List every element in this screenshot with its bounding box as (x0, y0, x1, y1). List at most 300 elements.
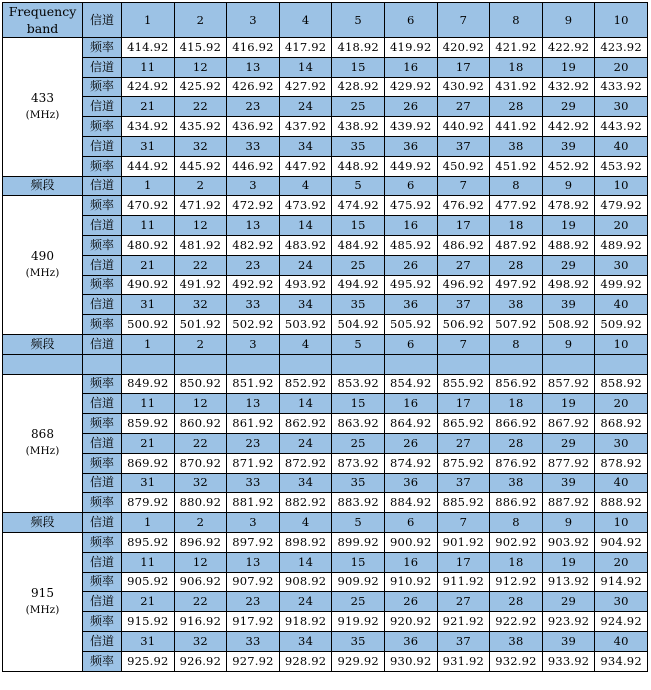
channel-number: 15 (332, 552, 385, 572)
frequency-value: 872.92 (279, 453, 332, 473)
channel-number: 13 (227, 216, 280, 236)
table-row (3, 255, 648, 275)
row-label-channel: 信道 (83, 57, 122, 77)
channel-number: 11 (122, 57, 175, 77)
frequency-value: 887.92 (542, 493, 595, 513)
channel-number: 11 (122, 216, 175, 236)
channel-number: 34 (279, 136, 332, 156)
frequency-value: 856.92 (490, 374, 543, 394)
frequency-value: 911.92 (437, 572, 490, 592)
channel-number: 33 (227, 631, 280, 651)
frequency-value: 901.92 (437, 532, 490, 552)
channel-number: 39 (542, 473, 595, 493)
frequency-value: 865.92 (437, 414, 490, 434)
frequency-value: 440.92 (437, 117, 490, 137)
frequency-value: 446.92 (227, 156, 280, 176)
column-header: 7 (437, 3, 490, 38)
channel-number: 20 (595, 394, 648, 414)
spacer-cell (227, 354, 280, 374)
spacer-cell (595, 354, 648, 374)
channel-number: 18 (490, 552, 543, 572)
channel-number: 27 (437, 592, 490, 612)
frequency-value: 441.92 (490, 117, 543, 137)
spacer-cell (542, 354, 595, 374)
row-label-frequency: 频率 (83, 77, 122, 97)
channel-number: 15 (332, 57, 385, 77)
spacer-cell (3, 354, 83, 374)
frequency-value: 431.92 (490, 77, 543, 97)
frequency-value: 913.92 (542, 572, 595, 592)
table-row (3, 612, 648, 632)
channel-number: 1 (122, 513, 175, 533)
channel-number: 7 (437, 334, 490, 354)
frequency-value: 436.92 (227, 117, 280, 137)
spacer-row (3, 354, 648, 374)
frequency-value: 435.92 (174, 117, 227, 137)
band-915-cell (3, 532, 83, 671)
frequency-value: 419.92 (384, 38, 437, 58)
channel-number: 24 (279, 433, 332, 453)
frequency-value: 854.92 (384, 374, 437, 394)
band-header-label: 频段 (3, 513, 83, 533)
channel-number: 19 (542, 552, 595, 572)
frequency-value: 501.92 (174, 315, 227, 335)
frequency-value: 482.92 (227, 235, 280, 255)
frequency-value: 489.92 (595, 235, 648, 255)
band-frequency: 868 (31, 427, 54, 442)
band-unit: (MHz) (25, 445, 60, 458)
frequency-value: 876.92 (490, 453, 543, 473)
channel-number: 24 (279, 97, 332, 117)
frequency-value: 866.92 (490, 414, 543, 434)
frequency-value: 861.92 (227, 414, 280, 434)
channel-number: 38 (490, 473, 543, 493)
frequency-value: 857.92 (542, 374, 595, 394)
frequency-value: 853.92 (332, 374, 385, 394)
row-label-frequency: 频率 (83, 156, 122, 176)
frequency-value: 487.92 (490, 235, 543, 255)
table-row (3, 156, 648, 176)
band-frequency: 433 (31, 90, 54, 105)
row-label-channel: 信道 (83, 552, 122, 572)
channel-number: 36 (384, 295, 437, 315)
table-row (3, 414, 648, 434)
frequency-value: 417.92 (279, 38, 332, 58)
frequency-value: 934.92 (595, 651, 648, 671)
frequency-value: 444.92 (122, 156, 175, 176)
frequency-value: 898.92 (279, 532, 332, 552)
frequency-value: 483.92 (279, 235, 332, 255)
column-header: 3 (227, 3, 280, 38)
channel-number: 21 (122, 592, 175, 612)
frequency-value: 875.92 (437, 453, 490, 473)
table-row (3, 394, 648, 414)
frequency-value: 453.92 (595, 156, 648, 176)
channel-number: 26 (384, 255, 437, 275)
frequency-value: 432.92 (542, 77, 595, 97)
row-label-channel: 信道 (83, 433, 122, 453)
frequency-value: 871.92 (227, 453, 280, 473)
channel-number: 32 (174, 473, 227, 493)
frequency-value: 918.92 (279, 612, 332, 632)
row-label-channel: 信道 (83, 97, 122, 117)
channel-number: 22 (174, 433, 227, 453)
frequency-value: 896.92 (174, 532, 227, 552)
column-header: 5 (332, 3, 385, 38)
frequency-value: 858.92 (595, 374, 648, 394)
channel-number: 6 (384, 513, 437, 533)
channel-number: 33 (227, 473, 280, 493)
frequency-value: 923.92 (542, 612, 595, 632)
column-header: 2 (174, 3, 227, 38)
frequency-value: 476.92 (437, 196, 490, 216)
table-row (3, 473, 648, 493)
channel-number: 31 (122, 295, 175, 315)
frequency-value: 500.92 (122, 315, 175, 335)
row-label-channel: 信道 (83, 631, 122, 651)
frequency-value: 852.92 (279, 374, 332, 394)
row-label-channel: 信道 (83, 176, 122, 196)
channel-number: 31 (122, 136, 175, 156)
channel-number: 26 (384, 433, 437, 453)
frequency-value: 442.92 (542, 117, 595, 137)
band-frequency: 490 (31, 249, 54, 264)
frequency-value: 478.92 (542, 196, 595, 216)
channel-number: 31 (122, 631, 175, 651)
frequency-value: 899.92 (332, 532, 385, 552)
channel-number: 30 (595, 433, 648, 453)
frequency-value: 930.92 (384, 651, 437, 671)
table-row (3, 572, 648, 592)
channel-number: 36 (384, 473, 437, 493)
table-row (3, 77, 648, 97)
table-row (3, 493, 648, 513)
channel-number: 39 (542, 631, 595, 651)
frequency-value: 855.92 (437, 374, 490, 394)
channel-number: 5 (332, 334, 385, 354)
channel-number: 25 (332, 592, 385, 612)
frequency-value: 504.92 (332, 315, 385, 335)
channel-number: 29 (542, 97, 595, 117)
channel-number: 4 (279, 334, 332, 354)
frequency-value: 473.92 (279, 196, 332, 216)
band-frequency: 915 (31, 585, 54, 600)
frequency-value: 439.92 (384, 117, 437, 137)
channel-number: 18 (490, 216, 543, 236)
channel-number: 16 (384, 57, 437, 77)
channel-number: 34 (279, 295, 332, 315)
column-header: 9 (542, 3, 595, 38)
channel-number: 11 (122, 552, 175, 572)
channel-number: 23 (227, 592, 280, 612)
channel-number: 28 (490, 433, 543, 453)
band-unit: (MHz) (25, 603, 60, 616)
row-label-frequency: 频率 (83, 235, 122, 255)
frequency-value: 434.92 (122, 117, 175, 137)
channel-number: 2 (174, 513, 227, 533)
frequency-value: 927.92 (227, 651, 280, 671)
frequency-value: 424.92 (122, 77, 175, 97)
table-row (3, 97, 648, 117)
frequency-value: 416.92 (227, 38, 280, 58)
column-header: 8 (490, 3, 543, 38)
channel-number: 37 (437, 631, 490, 651)
frequency-value: 862.92 (279, 414, 332, 434)
table-row (3, 117, 648, 137)
frequency-value: 484.92 (332, 235, 385, 255)
frequency-value: 470.92 (122, 196, 175, 216)
frequency-value: 929.92 (332, 651, 385, 671)
frequency-value: 497.92 (490, 275, 543, 295)
frequency-value: 447.92 (279, 156, 332, 176)
frequency-value: 472.92 (227, 196, 280, 216)
frequency-value: 449.92 (384, 156, 437, 176)
column-header: 10 (595, 3, 648, 38)
frequency-value: 921.92 (437, 612, 490, 632)
spacer-cell (332, 354, 385, 374)
channel-number: 37 (437, 473, 490, 493)
table-row (3, 57, 648, 77)
channel-number: 26 (384, 97, 437, 117)
row-label-frequency: 频率 (83, 532, 122, 552)
band-unit: (MHz) (25, 108, 60, 121)
frequency-value: 474.92 (332, 196, 385, 216)
row-label-frequency: 频率 (83, 315, 122, 335)
frequency-value: 426.92 (227, 77, 280, 97)
channel-number: 15 (332, 216, 385, 236)
frequency-value: 507.92 (490, 315, 543, 335)
channel-number: 35 (332, 473, 385, 493)
frequency-value: 414.92 (122, 38, 175, 58)
frequency-value: 443.92 (595, 117, 648, 137)
table-row (3, 136, 648, 156)
channel-number: 20 (595, 216, 648, 236)
channel-number: 12 (174, 216, 227, 236)
table-row (3, 315, 648, 335)
frequency-value: 874.92 (384, 453, 437, 473)
frequency-value: 496.92 (437, 275, 490, 295)
row-label-frequency: 频率 (83, 196, 122, 216)
frequency-value: 931.92 (437, 651, 490, 671)
spacer-cell (83, 354, 122, 374)
channel-number: 25 (332, 97, 385, 117)
frequency-value: 428.92 (332, 77, 385, 97)
channel-number: 22 (174, 97, 227, 117)
frequency-value: 418.92 (332, 38, 385, 58)
channel-number: 2 (174, 334, 227, 354)
channel-number: 7 (437, 176, 490, 196)
channel-number: 40 (595, 136, 648, 156)
row-label-frequency: 频率 (83, 414, 122, 434)
channel-number: 18 (490, 394, 543, 414)
channel-number: 30 (595, 97, 648, 117)
channel-number: 32 (174, 631, 227, 651)
channel-number: 32 (174, 136, 227, 156)
frequency-value: 880.92 (174, 493, 227, 513)
channel-number: 29 (542, 592, 595, 612)
channel-number: 18 (490, 57, 543, 77)
channel-number: 20 (595, 57, 648, 77)
frequency-value: 907.92 (227, 572, 280, 592)
channel-number: 14 (279, 394, 332, 414)
spacer-cell (490, 354, 543, 374)
frequency-value: 480.92 (122, 235, 175, 255)
frequency-value: 883.92 (332, 493, 385, 513)
row-label-channel: 信道 (83, 295, 122, 315)
table-row (3, 216, 648, 236)
channel-number: 38 (490, 295, 543, 315)
channel-number: 9 (542, 513, 595, 533)
channel-number: 40 (595, 295, 648, 315)
frequency-value: 495.92 (384, 275, 437, 295)
row-label-channel: 信道 (83, 255, 122, 275)
frequency-value: 493.92 (279, 275, 332, 295)
frequency-value: 422.92 (542, 38, 595, 58)
channel-number: 10 (595, 334, 648, 354)
channel-number: 33 (227, 136, 280, 156)
frequency-value: 494.92 (332, 275, 385, 295)
channel-number: 24 (279, 592, 332, 612)
channel-number: 6 (384, 176, 437, 196)
channel-number: 21 (122, 433, 175, 453)
frequency-value: 477.92 (490, 196, 543, 216)
band-column-header (3, 3, 83, 38)
row-label-frequency: 频率 (83, 493, 122, 513)
band-header-row (3, 176, 648, 196)
frequency-value: 902.92 (490, 532, 543, 552)
frequency-value: 450.92 (437, 156, 490, 176)
spacer-cell (279, 354, 332, 374)
channel-number: 3 (227, 334, 280, 354)
channel-number: 39 (542, 136, 595, 156)
channel-number: 25 (332, 433, 385, 453)
row-label-frequency: 频率 (83, 612, 122, 632)
channel-number: 17 (437, 57, 490, 77)
frequency-value: 429.92 (384, 77, 437, 97)
band-433-cell (3, 38, 83, 177)
channel-number: 28 (490, 97, 543, 117)
frequency-value: 492.92 (227, 275, 280, 295)
frequency-value: 920.92 (384, 612, 437, 632)
row-label-frequency: 频率 (83, 572, 122, 592)
frequency-value: 509.92 (595, 315, 648, 335)
frequency-value: 430.92 (437, 77, 490, 97)
channel-number: 22 (174, 255, 227, 275)
channel-number: 3 (227, 513, 280, 533)
channel-number: 12 (174, 552, 227, 572)
channel-number: 19 (542, 57, 595, 77)
frequency-value: 860.92 (174, 414, 227, 434)
channel-number: 31 (122, 473, 175, 493)
spacer-cell (174, 354, 227, 374)
channel-number: 5 (332, 513, 385, 533)
table-row (3, 453, 648, 473)
frequency-value: 881.92 (227, 493, 280, 513)
frequency-value: 421.92 (490, 38, 543, 58)
frequency-value: 882.92 (279, 493, 332, 513)
band-unit: (MHz) (25, 267, 60, 280)
frequency-value: 868.92 (595, 414, 648, 434)
channel-number: 12 (174, 57, 227, 77)
channel-number: 36 (384, 631, 437, 651)
frequency-value: 506.92 (437, 315, 490, 335)
frequency-value: 479.92 (595, 196, 648, 216)
channel-number: 38 (490, 136, 543, 156)
frequency-value: 850.92 (174, 374, 227, 394)
table-row (3, 275, 648, 295)
frequency-value: 870.92 (174, 453, 227, 473)
channel-number: 4 (279, 176, 332, 196)
channel-number: 19 (542, 394, 595, 414)
frequency-value: 427.92 (279, 77, 332, 97)
channel-number: 40 (595, 631, 648, 651)
row-label-channel: 信道 (83, 513, 122, 533)
channel-number: 16 (384, 394, 437, 414)
frequency-value: 438.92 (332, 117, 385, 137)
band-header-line1: Frequency (8, 4, 77, 19)
header-row (3, 3, 648, 38)
frequency-value: 888.92 (595, 493, 648, 513)
band-header-label: 频段 (3, 176, 83, 196)
channel-number: 4 (279, 513, 332, 533)
frequency-value: 873.92 (332, 453, 385, 473)
frequency-value: 922.92 (490, 612, 543, 632)
frequency-channel-table (2, 2, 648, 672)
frequency-value: 420.92 (437, 38, 490, 58)
frequency-value: 924.92 (595, 612, 648, 632)
channel-number: 15 (332, 394, 385, 414)
frequency-value: 437.92 (279, 117, 332, 137)
band-490-cell (3, 196, 83, 335)
row-label-frequency: 频率 (83, 453, 122, 473)
table-row (3, 433, 648, 453)
frequency-value: 863.92 (332, 414, 385, 434)
frequency-value: 491.92 (174, 275, 227, 295)
frequency-value: 919.92 (332, 612, 385, 632)
frequency-value: 451.92 (490, 156, 543, 176)
channel-number: 16 (384, 552, 437, 572)
channel-number: 3 (227, 176, 280, 196)
table-row (3, 532, 648, 552)
channel-number: 33 (227, 295, 280, 315)
frequency-value: 932.92 (490, 651, 543, 671)
frequency-value: 475.92 (384, 196, 437, 216)
spacer-cell (122, 354, 175, 374)
frequency-value: 914.92 (595, 572, 648, 592)
band-header-label: 频段 (3, 334, 83, 354)
frequency-value: 867.92 (542, 414, 595, 434)
channel-number: 34 (279, 473, 332, 493)
frequency-value: 415.92 (174, 38, 227, 58)
row-label-channel: 信道 (83, 334, 122, 354)
channel-number: 29 (542, 255, 595, 275)
channel-number: 6 (384, 334, 437, 354)
frequency-value: 849.92 (122, 374, 175, 394)
table-row (3, 592, 648, 612)
column-header: 1 (122, 3, 175, 38)
frequency-value: 433.92 (595, 77, 648, 97)
channel-number: 13 (227, 57, 280, 77)
channel-number: 8 (490, 176, 543, 196)
row-label-frequency: 频率 (83, 275, 122, 295)
row-label-channel: 信道 (83, 473, 122, 493)
row-label-channel: 信道 (83, 394, 122, 414)
frequency-value: 488.92 (542, 235, 595, 255)
frequency-value: 505.92 (384, 315, 437, 335)
channel-number: 11 (122, 394, 175, 414)
frequency-value: 933.92 (542, 651, 595, 671)
frequency-value: 859.92 (122, 414, 175, 434)
